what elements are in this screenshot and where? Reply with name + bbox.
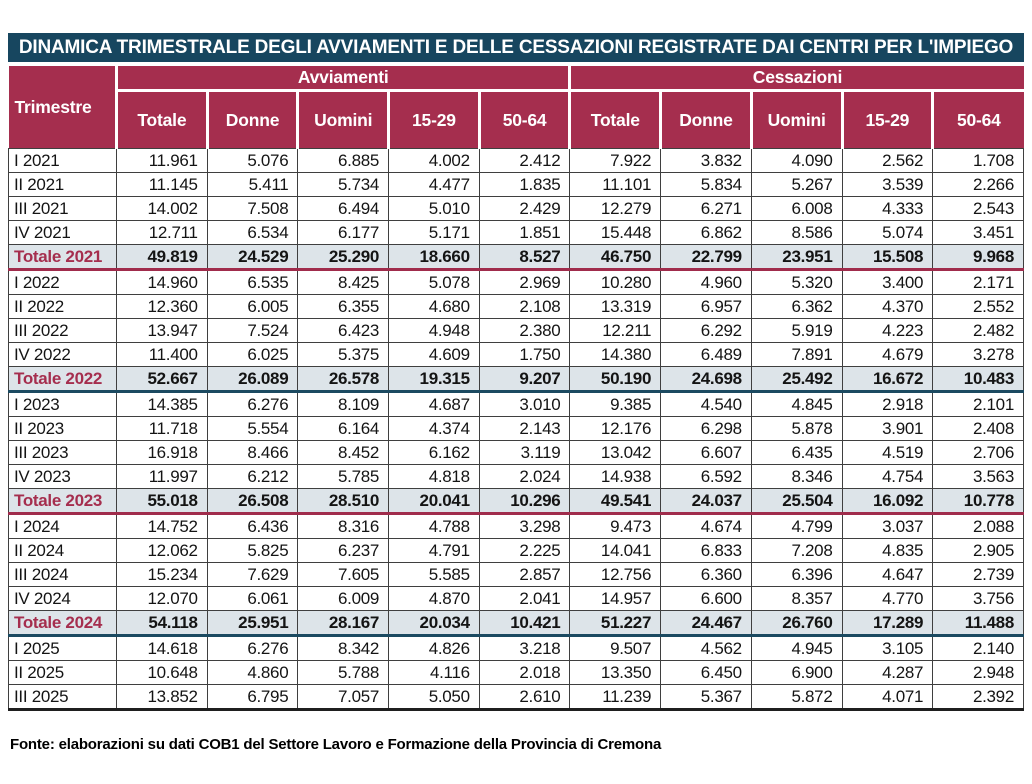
table-cell: 15.448: [570, 221, 661, 245]
table-cell: 4.948: [389, 319, 480, 343]
row-label: IV 2021: [9, 221, 117, 245]
table-cell: 4.002: [389, 149, 480, 173]
table-cell: 54.118: [117, 611, 208, 636]
table-cell: 10.648: [117, 661, 208, 685]
table-cell: 5.734: [298, 173, 389, 197]
table-cell: 8.357: [751, 587, 842, 611]
table-cell: 26.089: [207, 367, 298, 392]
table-cell: 12.176: [570, 417, 661, 441]
table-cell: 5.872: [751, 685, 842, 710]
table-cell: 4.071: [842, 685, 933, 710]
total-row: [9, 611, 1024, 636]
table-cell: 4.788: [389, 514, 480, 539]
table-cell: 3.832: [661, 149, 752, 173]
table-cell: 4.826: [389, 636, 480, 661]
table-cell: 3.010: [479, 392, 570, 417]
table-row: [9, 587, 1024, 611]
table-cell: 11.239: [570, 685, 661, 710]
table-cell: 15.508: [842, 245, 933, 270]
table-cell: 4.477: [389, 173, 480, 197]
row-label: III 2023: [9, 441, 117, 465]
table-cell: 1.750: [479, 343, 570, 367]
table-cell: 7.891: [751, 343, 842, 367]
table-cell: 6.535: [207, 270, 298, 295]
table-cell: 20.034: [389, 611, 480, 636]
column-header-trimestre: Trimestre: [9, 66, 117, 149]
table-cell: 10.421: [479, 611, 570, 636]
table-row: [9, 563, 1024, 587]
table-cell: 4.799: [751, 514, 842, 539]
table-cell: 9.507: [570, 636, 661, 661]
table-cell: 2.543: [933, 197, 1024, 221]
table-cell: 14.960: [117, 270, 208, 295]
table-cell: 2.412: [479, 149, 570, 173]
table-cell: 2.610: [479, 685, 570, 710]
table-cell: 12.279: [570, 197, 661, 221]
column-header: Donne: [207, 91, 298, 149]
table-cell: 2.857: [479, 563, 570, 587]
table-cell: 13.947: [117, 319, 208, 343]
table-cell: 24.529: [207, 245, 298, 270]
row-label: IV 2024: [9, 587, 117, 611]
table-cell: 15.234: [117, 563, 208, 587]
table-cell: 6.862: [661, 221, 752, 245]
table-cell: 2.225: [479, 539, 570, 563]
row-label: IV 2022: [9, 343, 117, 367]
table-cell: 7.057: [298, 685, 389, 710]
table-cell: 5.411: [207, 173, 298, 197]
table-cell: 4.090: [751, 149, 842, 173]
table-cell: 6.276: [207, 636, 298, 661]
table-cell: 6.008: [751, 197, 842, 221]
table-cell: 4.562: [661, 636, 752, 661]
table-cell: 6.489: [661, 343, 752, 367]
table-cell: 8.586: [751, 221, 842, 245]
table-cell: 5.788: [298, 661, 389, 685]
table-row: [9, 149, 1024, 173]
table-cell: 4.680: [389, 295, 480, 319]
column-header: 50-64: [479, 91, 570, 149]
table-row: [9, 661, 1024, 685]
row-label: Totale 2022: [9, 367, 117, 392]
table-cell: 6.592: [661, 465, 752, 489]
table-cell: 16.092: [842, 489, 933, 514]
table-cell: 2.482: [933, 319, 1024, 343]
table-cell: 26.578: [298, 367, 389, 392]
table-cell: 6.450: [661, 661, 752, 685]
table-cell: 14.618: [117, 636, 208, 661]
table-cell: 8.527: [479, 245, 570, 270]
table-cell: 6.607: [661, 441, 752, 465]
table-cell: 6.362: [751, 295, 842, 319]
table-cell: 8.342: [298, 636, 389, 661]
column-header: Donne: [661, 91, 752, 149]
table-cell: 2.140: [933, 636, 1024, 661]
table-cell: 23.951: [751, 245, 842, 270]
row-label: I 2021: [9, 149, 117, 173]
table-cell: 14.385: [117, 392, 208, 417]
table-cell: 25.492: [751, 367, 842, 392]
table-cell: 11.997: [117, 465, 208, 489]
table-cell: 8.466: [207, 441, 298, 465]
table-cell: 2.706: [933, 441, 1024, 465]
table-cell: 52.667: [117, 367, 208, 392]
table-row: [9, 441, 1024, 465]
column-header: 50-64: [933, 91, 1024, 149]
table-cell: 4.835: [842, 539, 933, 563]
table-cell: 12.211: [570, 319, 661, 343]
table-cell: 2.552: [933, 295, 1024, 319]
table-row: [9, 173, 1024, 197]
table-cell: 14.938: [570, 465, 661, 489]
group-header: Cessazioni: [570, 66, 1024, 91]
table-cell: 3.539: [842, 173, 933, 197]
table-cell: 5.078: [389, 270, 480, 295]
table-cell: 25.951: [207, 611, 298, 636]
table-cell: 2.429: [479, 197, 570, 221]
table-cell: 9.473: [570, 514, 661, 539]
table-cell: 5.367: [661, 685, 752, 710]
table-title: DINAMICA TRIMESTRALE DEGLI AVVIAMENTI E DELLE CESSAZIONI REGISTRATE DAI CENTRI PER L'IMPIEGO: [8, 33, 1024, 62]
table-cell: 5.785: [298, 465, 389, 489]
table-row: [9, 295, 1024, 319]
table-cell: 12.756: [570, 563, 661, 587]
table-cell: 14.002: [117, 197, 208, 221]
table-cell: 18.660: [389, 245, 480, 270]
table-cell: 2.088: [933, 514, 1024, 539]
table-cell: 2.562: [842, 149, 933, 173]
table-cell: 10.778: [933, 489, 1024, 514]
table-cell: 13.042: [570, 441, 661, 465]
table-cell: 24.037: [661, 489, 752, 514]
table-row: [9, 319, 1024, 343]
table-cell: 1.851: [479, 221, 570, 245]
table-cell: 24.698: [661, 367, 752, 392]
table-cell: 6.900: [751, 661, 842, 685]
table-cell: 2.408: [933, 417, 1024, 441]
table-cell: 49.541: [570, 489, 661, 514]
table-cell: 6.795: [207, 685, 298, 710]
table-cell: 6.298: [661, 417, 752, 441]
table-cell: 3.037: [842, 514, 933, 539]
table-cell: 5.010: [389, 197, 480, 221]
table-cell: 4.519: [842, 441, 933, 465]
table-cell: 3.119: [479, 441, 570, 465]
row-label: I 2025: [9, 636, 117, 661]
table-cell: 2.918: [842, 392, 933, 417]
table-cell: 5.320: [751, 270, 842, 295]
row-label: II 2021: [9, 173, 117, 197]
table-cell: 11.400: [117, 343, 208, 367]
table-cell: 10.280: [570, 270, 661, 295]
table-cell: 2.143: [479, 417, 570, 441]
table-cell: 4.845: [751, 392, 842, 417]
table-cell: 6.435: [751, 441, 842, 465]
table-cell: 2.739: [933, 563, 1024, 587]
table-cell: 11.101: [570, 173, 661, 197]
table-cell: 6.957: [661, 295, 752, 319]
group-header: Avviamenti: [117, 66, 570, 91]
table-cell: 4.860: [207, 661, 298, 685]
table-cell: 5.834: [661, 173, 752, 197]
table-cell: 17.289: [842, 611, 933, 636]
table-cell: 3.901: [842, 417, 933, 441]
row-label: Totale 2024: [9, 611, 117, 636]
table-cell: 6.237: [298, 539, 389, 563]
table-cell: 25.504: [751, 489, 842, 514]
row-label: III 2021: [9, 197, 117, 221]
table-cell: 7.629: [207, 563, 298, 587]
table-cell: 19.315: [389, 367, 480, 392]
table-cell: 6.005: [207, 295, 298, 319]
table-cell: 12.711: [117, 221, 208, 245]
table-cell: 8.425: [298, 270, 389, 295]
table-cell: 14.957: [570, 587, 661, 611]
table-cell: 5.076: [207, 149, 298, 173]
row-label: IV 2023: [9, 465, 117, 489]
table-cell: 3.451: [933, 221, 1024, 245]
table-cell: 7.508: [207, 197, 298, 221]
table-cell: 4.791: [389, 539, 480, 563]
table-cell: 28.510: [298, 489, 389, 514]
table-cell: 8.316: [298, 514, 389, 539]
total-row: [9, 489, 1024, 514]
table-row: [9, 392, 1024, 417]
table-cell: 16.672: [842, 367, 933, 392]
table-cell: 22.799: [661, 245, 752, 270]
table-cell: 16.918: [117, 441, 208, 465]
table-cell: 2.108: [479, 295, 570, 319]
table-cell: 6.212: [207, 465, 298, 489]
table-row: [9, 539, 1024, 563]
table-cell: 55.018: [117, 489, 208, 514]
table-cell: 3.400: [842, 270, 933, 295]
row-label: III 2024: [9, 563, 117, 587]
row-label: Totale 2023: [9, 489, 117, 514]
table-cell: 2.948: [933, 661, 1024, 685]
table-cell: 8.109: [298, 392, 389, 417]
table-cell: 11.145: [117, 173, 208, 197]
table-cell: 2.171: [933, 270, 1024, 295]
table-cell: 6.276: [207, 392, 298, 417]
row-label: II 2023: [9, 417, 117, 441]
table-cell: 4.223: [842, 319, 933, 343]
table-cell: 11.718: [117, 417, 208, 441]
table-cell: 12.070: [117, 587, 208, 611]
table-cell: 5.585: [389, 563, 480, 587]
table-cell: 8.346: [751, 465, 842, 489]
table-row: [9, 417, 1024, 441]
table-cell: 10.296: [479, 489, 570, 514]
table-cell: 4.647: [842, 563, 933, 587]
table-cell: 2.969: [479, 270, 570, 295]
table-cell: 6.494: [298, 197, 389, 221]
table-cell: 6.833: [661, 539, 752, 563]
table-cell: 4.374: [389, 417, 480, 441]
header-columns-row: [9, 91, 1024, 149]
table-row: [9, 465, 1024, 489]
table-row: [9, 636, 1024, 661]
table-row: [9, 685, 1024, 710]
table-cell: 3.563: [933, 465, 1024, 489]
table-cell: 8.452: [298, 441, 389, 465]
table-cell: 6.600: [661, 587, 752, 611]
table-cell: 5.878: [751, 417, 842, 441]
table-cell: 7.922: [570, 149, 661, 173]
source-note: Fonte: elaborazioni su dati COB1 del Settore Lavoro e Formazione della Provincia di Cremona: [10, 736, 662, 753]
table-cell: 24.467: [661, 611, 752, 636]
row-label: III 2022: [9, 319, 117, 343]
table-cell: 6.292: [661, 319, 752, 343]
table-cell: 26.760: [751, 611, 842, 636]
table-cell: 4.960: [661, 270, 752, 295]
table-cell: 6.162: [389, 441, 480, 465]
table-cell: 2.101: [933, 392, 1024, 417]
table-cell: 4.333: [842, 197, 933, 221]
table-cell: 4.818: [389, 465, 480, 489]
table-cell: 28.167: [298, 611, 389, 636]
table-cell: 4.870: [389, 587, 480, 611]
table-cell: 14.752: [117, 514, 208, 539]
table-cell: 11.961: [117, 149, 208, 173]
table-cell: 14.041: [570, 539, 661, 563]
column-header: Totale: [117, 91, 208, 149]
table-cell: 5.554: [207, 417, 298, 441]
table-cell: 10.483: [933, 367, 1024, 392]
table-cell: 3.218: [479, 636, 570, 661]
table-cell: 4.540: [661, 392, 752, 417]
table-row: [9, 270, 1024, 295]
table-cell: 25.290: [298, 245, 389, 270]
table-cell: 51.227: [570, 611, 661, 636]
table-cell: 6.885: [298, 149, 389, 173]
table-cell: 6.009: [298, 587, 389, 611]
row-label: II 2022: [9, 295, 117, 319]
table-cell: 5.050: [389, 685, 480, 710]
row-label: I 2022: [9, 270, 117, 295]
table-cell: 14.380: [570, 343, 661, 367]
table-cell: 13.319: [570, 295, 661, 319]
table-cell: 5.267: [751, 173, 842, 197]
table-cell: 2.041: [479, 587, 570, 611]
table-cell: 5.919: [751, 319, 842, 343]
row-label: I 2024: [9, 514, 117, 539]
table-row: [9, 343, 1024, 367]
column-header: Uomini: [298, 91, 389, 149]
table-cell: 6.164: [298, 417, 389, 441]
table-cell: 2.392: [933, 685, 1024, 710]
table-cell: 49.819: [117, 245, 208, 270]
table-cell: 5.375: [298, 343, 389, 367]
table-header: [9, 66, 1024, 149]
table-cell: 46.750: [570, 245, 661, 270]
row-label: III 2025: [9, 685, 117, 710]
table-cell: 6.025: [207, 343, 298, 367]
table-cell: 5.074: [842, 221, 933, 245]
table-cell: 2.905: [933, 539, 1024, 563]
table-cell: 5.171: [389, 221, 480, 245]
row-label: II 2024: [9, 539, 117, 563]
table-cell: 7.524: [207, 319, 298, 343]
table-cell: 1.835: [479, 173, 570, 197]
table-body: [9, 149, 1024, 710]
total-row: [9, 367, 1024, 392]
data-table: [8, 66, 1024, 711]
table-cell: 6.271: [661, 197, 752, 221]
table-cell: 6.423: [298, 319, 389, 343]
table-cell: 13.350: [570, 661, 661, 685]
table-cell: 6.360: [661, 563, 752, 587]
table-cell: 12.360: [117, 295, 208, 319]
row-label: II 2025: [9, 661, 117, 685]
table-cell: 6.355: [298, 295, 389, 319]
table-cell: 6.534: [207, 221, 298, 245]
table-cell: 6.061: [207, 587, 298, 611]
table-cell: 20.041: [389, 489, 480, 514]
table-cell: 11.488: [933, 611, 1024, 636]
table-cell: 4.287: [842, 661, 933, 685]
table-cell: 4.609: [389, 343, 480, 367]
table-cell: 2.380: [479, 319, 570, 343]
table-row: [9, 221, 1024, 245]
table-row: [9, 197, 1024, 221]
table-row: [9, 514, 1024, 539]
table-cell: 4.370: [842, 295, 933, 319]
header-group-row: [9, 66, 1024, 91]
table-cell: 4.754: [842, 465, 933, 489]
column-header: Totale: [570, 91, 661, 149]
table-cell: 50.190: [570, 367, 661, 392]
table-cell: 9.207: [479, 367, 570, 392]
table-cell: 26.508: [207, 489, 298, 514]
column-header: 15-29: [389, 91, 480, 149]
column-header: Uomini: [751, 91, 842, 149]
table-cell: 7.208: [751, 539, 842, 563]
table-cell: 6.396: [751, 563, 842, 587]
table-cell: 3.105: [842, 636, 933, 661]
table-cell: 12.062: [117, 539, 208, 563]
table-cell: 3.298: [479, 514, 570, 539]
table-cell: 7.605: [298, 563, 389, 587]
table-cell: 3.756: [933, 587, 1024, 611]
table-cell: 4.674: [661, 514, 752, 539]
table-cell: 3.278: [933, 343, 1024, 367]
table-cell: 5.825: [207, 539, 298, 563]
total-row: [9, 245, 1024, 270]
table-cell: 1.708: [933, 149, 1024, 173]
table-cell: 4.945: [751, 636, 842, 661]
row-label: I 2023: [9, 392, 117, 417]
table-cell: 6.436: [207, 514, 298, 539]
table-cell: 4.116: [389, 661, 480, 685]
table-cell: 4.679: [842, 343, 933, 367]
table-cell: 2.266: [933, 173, 1024, 197]
table-cell: 4.770: [842, 587, 933, 611]
table-cell: 2.024: [479, 465, 570, 489]
table-cell: 2.018: [479, 661, 570, 685]
table-cell: 9.968: [933, 245, 1024, 270]
column-header: 15-29: [842, 91, 933, 149]
table-cell: 6.177: [298, 221, 389, 245]
table-cell: 9.385: [570, 392, 661, 417]
row-label: Totale 2021: [9, 245, 117, 270]
table-cell: 13.852: [117, 685, 208, 710]
table-cell: 4.687: [389, 392, 480, 417]
